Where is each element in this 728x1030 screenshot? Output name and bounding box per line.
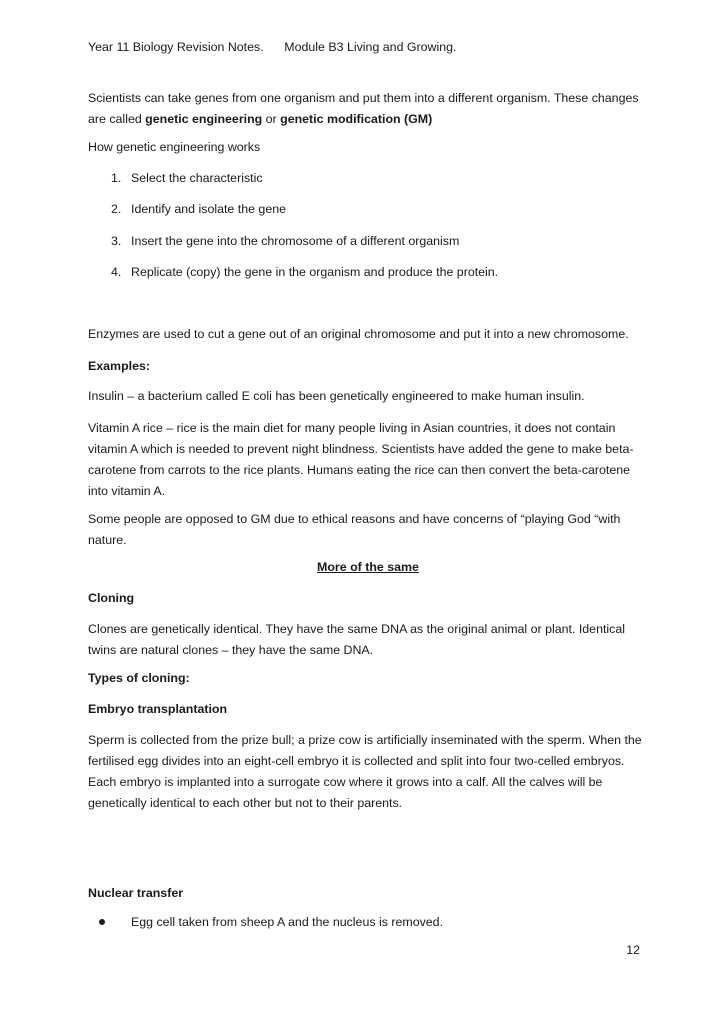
vitamin-a-line-1: Vitamin A rice – rice is the main diet for many people living in Asian countries, it does not contain xyxy=(88,421,616,435)
embryo-line-2: fertilised egg divides into an eight-cell embryo it is collected and split into four two-celled embryos. xyxy=(88,754,625,768)
enzymes-paragraph: Enzymes are used to cut a gene out of an original chromosome and put it into a new chromosome. xyxy=(88,327,629,341)
types-heading: Types of cloning: xyxy=(88,671,190,685)
opposed-line-2: nature. xyxy=(88,533,127,547)
bullet-icon xyxy=(99,919,105,925)
bullet-item xyxy=(88,912,648,932)
how-title: How genetic engineering works xyxy=(88,140,261,154)
list-number: 1. xyxy=(111,171,122,185)
intro-line-1: Scientists can take genes from one organism and put them into a different organism. These changes xyxy=(88,91,639,105)
bullet-text: Egg cell taken from sheep A and the nucleus is removed. xyxy=(131,915,444,929)
clones-line-2: twins are natural clones – they have the same DNA. xyxy=(88,643,374,657)
list-text: Identify and isolate the gene xyxy=(131,202,286,216)
list-number: 3. xyxy=(111,234,122,248)
list-item xyxy=(88,262,648,282)
embryo-heading: Embryo transplantation xyxy=(88,702,228,716)
cloning-heading: Cloning xyxy=(88,591,135,605)
intro-or: or xyxy=(262,112,281,126)
insulin-paragraph: Insulin – a bacterium called E coli has been genetically engineered to make human insulin. xyxy=(88,389,585,403)
opposed-line-1: Some people are opposed to GM due to ethical reasons and have concerns of “playing God “with xyxy=(88,512,621,526)
embryo-line-4: genetically identical to each other but not to their parents. xyxy=(88,796,403,810)
list-text: Insert the gene into the chromosome of a different organism xyxy=(131,234,460,248)
list-item xyxy=(88,199,648,219)
embryo-line-1: Sperm is collected from the prize bull; a prize cow is artificially inseminated with the sperm. When the xyxy=(88,733,642,747)
term-genetic-engineering: genetic engineering xyxy=(145,112,263,126)
embryo-line-3: Each embryo is implanted into a surrogate cow where it grows into a calf. All the calves will be xyxy=(88,775,603,789)
clones-line-1: Clones are genetically identical. They have the same DNA as the original animal or plant. Identical xyxy=(88,622,625,636)
more-heading: More of the same xyxy=(317,560,419,574)
page-header: Year 11 Biology Revision Notes. Module B3 Living and Growing. xyxy=(88,40,457,54)
list-item xyxy=(88,168,648,188)
list-text: Replicate (copy) the gene in the organism and produce the protein. xyxy=(131,265,499,279)
intro-line-2 xyxy=(88,109,432,130)
list-text: Select the characteristic xyxy=(131,171,263,185)
list-number: 2. xyxy=(111,202,122,216)
page-number: 12 xyxy=(626,943,640,957)
intro-prefix: are called xyxy=(88,112,146,126)
list-item xyxy=(88,231,648,251)
vitamin-a-line-2: vitamin A which is needed to prevent night blindness. Scientists have added the gene to make beta- xyxy=(88,442,634,456)
nuclear-heading: Nuclear transfer xyxy=(88,886,184,900)
vitamin-a-line-3: carotene from carrots to the rice plants. Humans eating the rice can then convert the beta-carotene xyxy=(88,463,631,477)
examples-heading: Examples: xyxy=(88,359,150,373)
list-number: 4. xyxy=(111,265,122,279)
vitamin-a-line-4: into vitamin A. xyxy=(88,484,166,498)
term-genetic-modification: genetic modification (GM) xyxy=(280,112,433,126)
